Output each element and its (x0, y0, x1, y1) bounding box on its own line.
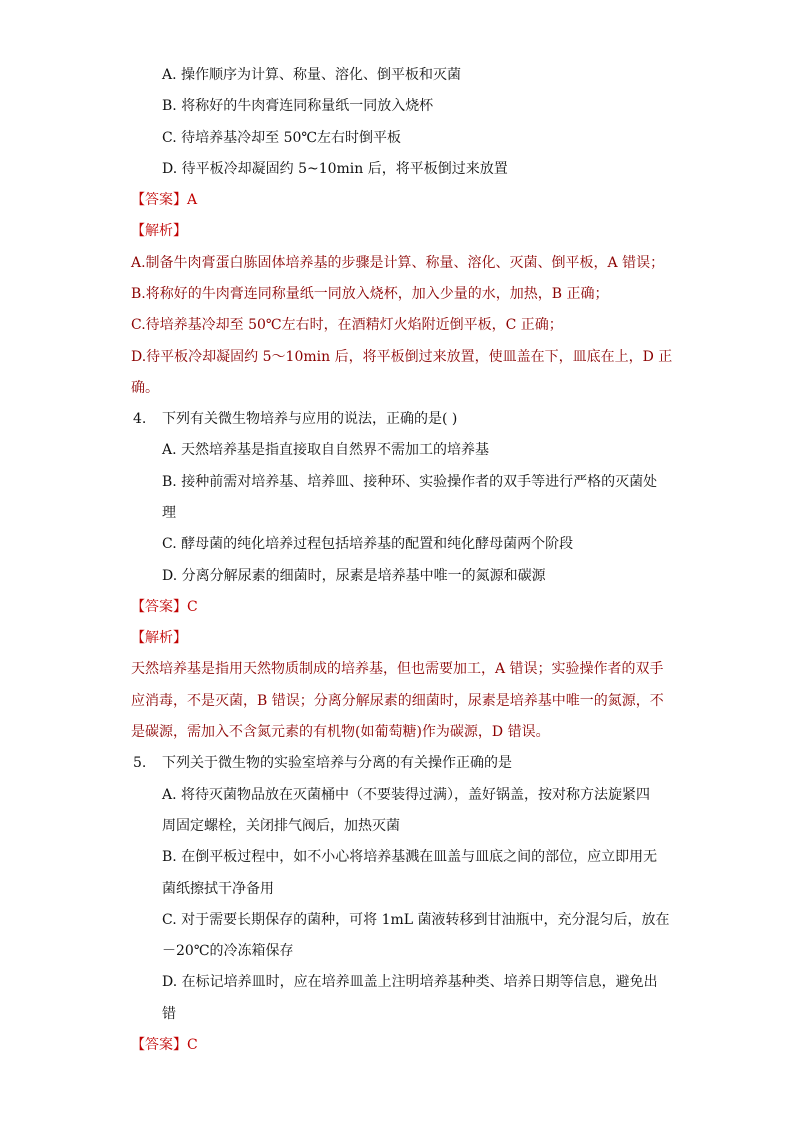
q5-option-a-cont: 周固定螺栓，关闭排气阀后，加热灭菌 (162, 818, 400, 834)
q3-option-a: A. 操作顺序为计算、称量、溶化、倒平板和灭菌 (162, 67, 462, 83)
q4-explanation-line: 是碳源，需加入不含氮元素的有机物(如葡萄糖)作为碳源，D 错误。 (131, 724, 550, 740)
q5-option-d: D. 在标记培养皿时，应在培养皿盖上注明培养基种类、培养日期等信息，避免出 (162, 974, 658, 990)
q5-option-a: A. 将待灭菌物品放在灭菌桶中（不要装得过满），盖好锅盖，按对称方法旋紧四 (162, 787, 651, 803)
q4-analysis-label: 【解析】 (131, 630, 187, 646)
q3-option-d: D. 待平板冷却凝固约 5~10min 后，将平板倒过来放置 (162, 161, 508, 177)
q5-option-b-cont: 菌纸擦拭干净备用 (162, 881, 274, 897)
q4-stem: 下列有关微生物培养与应用的说法，正确的是( ) (162, 411, 458, 427)
q4-option-c: C. 酵母菌的纯化培养过程包括培养基的配置和纯化酵母菌两个阶段 (162, 536, 574, 552)
q5-number: 5. (133, 755, 147, 771)
q5-option-b: B. 在倒平板过程中，如不小心将培养基溅在皿盖与皿底之间的部位，应立即用无 (162, 849, 658, 865)
q4-option-b: B. 接种前需对培养基、培养皿、接种环、实验操作者的双手等进行严格的灭菌处 (162, 474, 658, 490)
q5-option-c: C. 对于需要长期保存的菌种，可将 1mL 菌液转移到甘油瓶中，充分混匀后，放在 (162, 912, 670, 928)
q5-answer: 【答案】C (131, 1037, 198, 1053)
q3-analysis-label: 【解析】 (131, 223, 187, 239)
q4-option-d: D. 分离分解尿素的细菌时，尿素是培养基中唯一的氮源和碳源 (162, 568, 546, 584)
q3-explanation-line: 确。 (131, 380, 159, 396)
q3-option-c: C. 待培养基冷却至 50℃左右时倒平板 (162, 130, 402, 146)
q3-option-b: B. 将称好的牛肉膏连同称量纸一同放入烧杯 (162, 98, 434, 114)
q3-explanation-line: B.将称好的牛肉膏连同称量纸一同放入烧杯，加入少量的水，加热，B 正确； (131, 286, 609, 302)
q3-answer: 【答案】A (131, 192, 198, 208)
q5-stem: 下列关于微生物的实验室培养与分离的有关操作正确的是 (162, 755, 512, 771)
q4-explanation-line: 天然培养基是指用天然物质制成的培养基，但也需要加工，A 错误；实验操作者的双手 (131, 661, 664, 677)
q4-option-b-cont: 理 (162, 505, 176, 521)
q5-option-d-cont: 错 (162, 1006, 176, 1022)
q3-explanation-line: A.制备牛肉膏蛋白胨固体培养基的步骤是计算、称量、溶化、灭菌、倒平板，A 错误； (131, 255, 665, 271)
q4-answer: 【答案】C (131, 599, 198, 615)
q4-number: 4. (133, 411, 147, 427)
q4-explanation-line: 应消毒，不是灭菌，B 错误；分离分解尿素的细菌时，尿素是培养基中唯一的氮源，不 (131, 693, 664, 709)
q5-option-c-cont: －20℃的冷冻箱保存 (162, 943, 294, 959)
q3-explanation-line: C.待培养基冷却至 50℃左右时，在酒精灯火焰附近倒平板，C 正确； (131, 317, 563, 333)
q3-explanation-line: D.待平板冷却凝固约 5～10min 后，将平板倒过来放置，使皿盖在下，皿底在上，D 正 (131, 349, 673, 365)
q4-option-a: A. 天然培养基是指直接取自自然界不需加工的培养基 (162, 442, 490, 458)
